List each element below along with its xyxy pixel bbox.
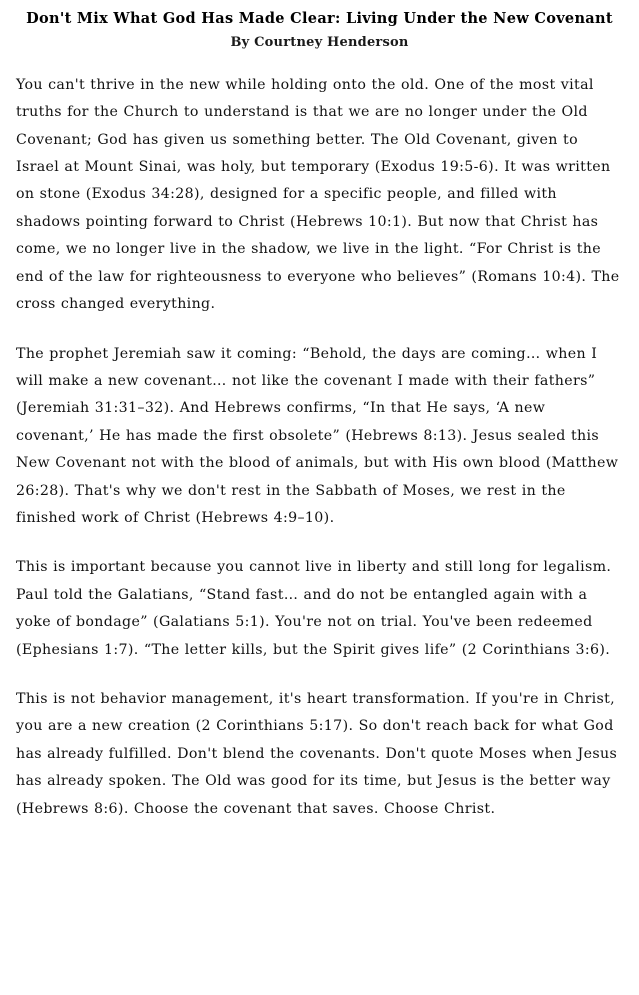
body-paragraph: This is not behavior management, it's heart transformation. If you're in Christ, you are a new creation (2 Corinthians 5:17). So don't reach back for what God has already fulfilled. Don't blend the covenants. Don't quote Moses when Jesus has already spoken. The Old was good for its time, but Jesus is the better way (Hebrews 8:6). Choose the covenant that saves. Choose Christ. [16, 690, 618, 817]
body-paragraph: This is important because you cannot live in liberty and still long for legalism. Paul told the Galatians, “Stand fast… and do not be entangled again with a yoke of bondage” (Galatians 5:1). You're not on trial. You've been redeemed (Ephesians 1:7). “The letter kills, but the Spirit gives life” (2 Corinthians 3:6). [16, 559, 612, 658]
document-body [14, 72, 625, 823]
author-byline: By Courtney Henderson [230, 34, 409, 50]
body-paragraph: The prophet Jeremiah saw it coming: “Behold, the days are coming… when I will make a new covenant… not like the covenant I made with their fathers” (Jeremiah 31:31–32). And Hebrews confirms, “In that He says, ‘A new covenant,’ He has made the first obsolete” (Hebrews 8:13). Jesus sealed this New Covenant not with the blood of animals, but with His own blood (Matthew 26:28). That's why we don't rest in the Sabbath of Moses, we rest in the finished work of Christ (Hebrews 4:9–10). [16, 345, 619, 526]
page-title: Don't Mix What God Has Made Clear: Living Under the New Covenant [26, 10, 613, 27]
body-paragraph: You can't thrive in the new while holding onto the old. One of the most vital truths for the Church to understand is that we are no longer under the Old Covenant; God has given us something better. The Old Covenant, given to Israel at Mount Sinai, was holy, but temporary (Exodus 19:5-6). It was written on stone (Exodus 34:28), designed for a specific people, and filled with shadows pointing forward to Christ (Hebrews 10:1). But now that Christ has come, we no longer live in the shadow, we live in the light. “For Christ is the end of the law for righteousness to everyone who believes” (Romans 10:4). The cross changed everything. [16, 76, 620, 313]
